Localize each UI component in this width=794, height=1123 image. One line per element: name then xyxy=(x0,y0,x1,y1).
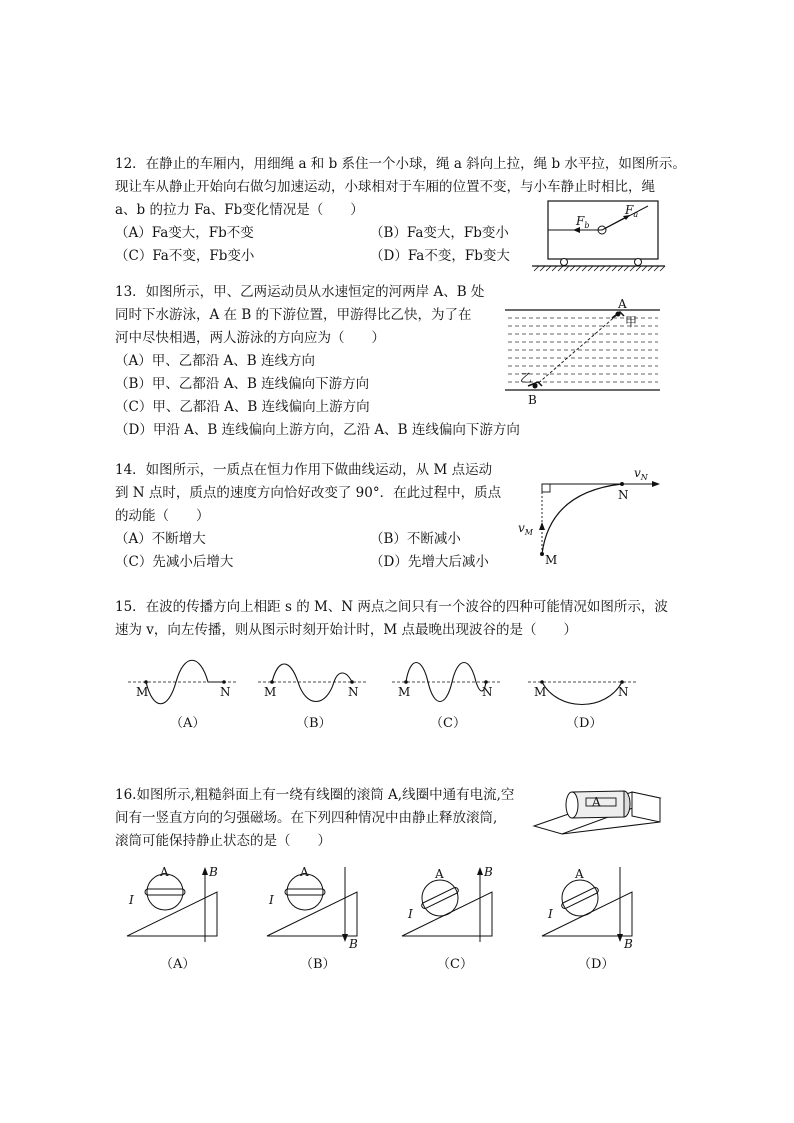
arrow-vm xyxy=(539,522,545,530)
svg-text:A: A xyxy=(300,865,309,879)
svg-text:vM: $v_M$ xyxy=(518,521,533,537)
q15-caption-a: （A） xyxy=(170,716,206,731)
q15-caption-c: （C） xyxy=(430,716,466,731)
q15-wave-b xyxy=(258,646,368,718)
line-ab xyxy=(535,314,618,386)
q16-panel-a xyxy=(125,862,235,952)
q13-line-3: 河中尽快相遇，两人游泳的方向应为（ ） xyxy=(115,330,385,346)
wheel-right xyxy=(635,259,642,266)
q16-line-1: 16.如图所示,粗糙斜面上有一绕有线圈的滚筒 A,线圈中通有电流,空 xyxy=(115,787,515,803)
svg-text:vN: $v_N$ xyxy=(634,466,648,482)
q13-option-a: （A）甲、乙都沿 A、B 连线方向 xyxy=(115,353,316,369)
q12-line-1: 12．在静止的车厢内，用细绳 a 和 b 系住一个小球，绳 a 斜向上拉，绳 b 水平拉，如图所示。 xyxy=(115,156,686,172)
q15-line-1: 15．在波的传播方向上相距 s 的 M、N 两点之间只有一个波谷的四种可能情况如图所示，波 xyxy=(115,599,668,615)
svg-text:M: M xyxy=(534,685,547,699)
q14-line-2: 到 N 点时，质点的速度方向恰好改变了 90°．在此过程中，质点 xyxy=(115,485,502,501)
q12-figure-cart xyxy=(530,198,670,276)
q14-option-d: （D）先增大后减小 xyxy=(370,554,489,570)
q16-panel-c xyxy=(400,862,510,952)
q14-figure-curve xyxy=(510,462,665,572)
ground-hatch xyxy=(534,266,665,271)
svg-text:I: I xyxy=(548,907,553,921)
svg-text:B: B xyxy=(624,937,633,951)
trajectory xyxy=(542,484,622,554)
svg-text:M: M xyxy=(264,685,277,699)
q13-option-d: （D）甲沿 A、B 连线偏向上游方向，乙沿 A、B 连线偏向下游方向 xyxy=(115,422,520,438)
label-yi: 乙 xyxy=(520,371,533,385)
q15-caption-b: （B） xyxy=(296,716,332,731)
svg-text:I: I xyxy=(269,893,274,907)
svg-text:Fb: $F_b$ xyxy=(576,214,590,230)
q14-option-a: （A）不断增大 xyxy=(115,531,206,547)
svg-text:B: B xyxy=(349,937,358,951)
wheel-left xyxy=(561,259,568,266)
q14-option-c: （C）先减小后增大 xyxy=(115,554,234,570)
point-n xyxy=(620,482,624,486)
q12-option-d: （D）Fa不变，Fb变大 xyxy=(370,248,510,264)
svg-text:A: A xyxy=(160,865,169,879)
q12-option-b: （B）Fa变大，Fb变小 xyxy=(370,225,509,241)
right-angle-mark xyxy=(542,484,550,492)
q12-line-2: 现让车从静止开始向右做匀加速运动，小球相对于车厢的位置不变，与小车静止时相比，绳 xyxy=(115,179,655,195)
q15-wave-a xyxy=(128,646,238,718)
q13-line-1: 13．如图所示，甲、乙两运动员从水速恒定的河两岸 A、B 处 xyxy=(115,284,485,300)
svg-text:N: N xyxy=(482,685,493,699)
label-m: M xyxy=(545,553,558,567)
q16-line-3: 滚筒可能保持静止状态的是（ ） xyxy=(115,833,331,849)
point-m xyxy=(540,552,544,556)
q16-panel-d xyxy=(540,862,650,952)
q13-option-c: （C）甲、乙都沿 A、B 连线偏向上游方向 xyxy=(115,399,370,415)
q16-caption-b: （B） xyxy=(300,957,336,972)
svg-text:B: B xyxy=(209,865,218,879)
q14-line-3: 的动能（ ） xyxy=(115,508,210,524)
q16-caption-c: （C） xyxy=(437,957,473,972)
q12-option-c: （C）Fa不变，Fb变小 xyxy=(115,248,255,264)
q16-panel-b xyxy=(265,862,375,952)
q16-caption-a: （A） xyxy=(160,957,196,972)
svg-text:B: B xyxy=(484,865,493,879)
q13-option-b: （B）甲、乙都沿 A、B 连线偏向下游方向 xyxy=(115,376,370,392)
svg-text:M: M xyxy=(398,685,411,699)
svg-text:A: A xyxy=(435,867,444,881)
q14-option-b: （B）不断减小 xyxy=(370,531,461,547)
label-n: N xyxy=(618,488,629,502)
q15-wave-c xyxy=(392,646,502,718)
q13-figure-river xyxy=(500,298,668,408)
label-jia: 甲 xyxy=(625,315,638,329)
q15-line-2: 速为 v，向左传播，则从图示时刻开始计时，M 点最晚出现波谷的是（ ） xyxy=(115,622,578,638)
svg-text:N: N xyxy=(220,685,231,699)
svg-text:I: I xyxy=(408,907,413,921)
q16-line-2: 间有一竖直方向的匀强磁场。在下列四种情况中由静止释放滚筒, xyxy=(115,810,498,826)
q12-line-3: a、b 的拉力 Fa、Fb变化情况是（ ） xyxy=(115,202,364,218)
label-b: B xyxy=(528,393,537,407)
svg-text:N: N xyxy=(618,685,629,699)
q12-option-a: （A）Fa变大，Fb不变 xyxy=(115,225,254,241)
svg-text:N: N xyxy=(348,685,359,699)
q13-line-2: 同时下水游泳，A 在 B 的下游位置，甲游得比乙快，为了在 xyxy=(115,307,472,323)
svg-text:I: I xyxy=(129,893,134,907)
label-a: A xyxy=(618,297,627,311)
arrow-vn xyxy=(652,481,660,487)
svg-text:Fa: $F_a$ xyxy=(625,203,639,219)
q16-caption-d: （D） xyxy=(578,957,615,972)
q15-wave-d xyxy=(528,646,638,718)
svg-text:M: M xyxy=(136,685,149,699)
svg-text:A: A xyxy=(575,867,584,881)
svg-text:A: A xyxy=(592,795,601,809)
q14-line-1: 14．如图所示，一质点在恒力作用下做曲线运动，从 M 点运动 xyxy=(115,462,493,478)
q16-figure-incline-3d xyxy=(532,778,672,840)
q15-caption-d: （D） xyxy=(566,716,603,731)
